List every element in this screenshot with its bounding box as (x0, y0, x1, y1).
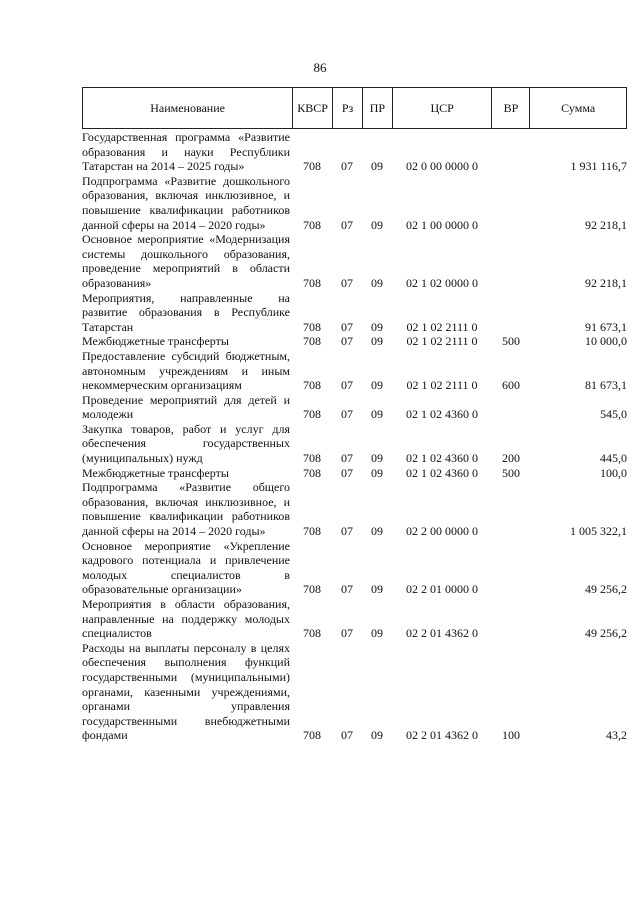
table-body (82, 130, 627, 743)
cell-sum: 545,0 (600, 407, 627, 422)
cell-name: Межбюджетные трансферты (82, 334, 229, 349)
cell-kvsr: 708 (303, 626, 321, 641)
cell-name: Подпрограмма «Развитие дошкольного образования, включая инклюзивное, и повышение квалификации работников данной сферы на 2014 – 2020 годы» (82, 173, 290, 232)
cell-name: Государственная программа «Развитие образования и науки Республики Татарстан на 2014 – 2025 годы» (82, 130, 290, 174)
cell-kvsr: 708 (303, 275, 321, 290)
cell-csr: 02 1 02 2111 0 (406, 334, 478, 349)
table-row (82, 349, 627, 393)
cell-csr: 02 1 02 0000 0 (406, 275, 478, 290)
cell-csr: 02 1 02 2111 0 (406, 319, 478, 334)
cell-kvsr: 708 (303, 728, 321, 743)
cell-csr: 02 0 00 0000 0 (406, 159, 478, 174)
cell-pr: 09 (371, 319, 383, 334)
cell-kvsr: 708 (303, 582, 321, 597)
table-row (82, 334, 627, 349)
cell-sum: 92 218,1 (585, 217, 627, 232)
cell-sum: 49 256,2 (585, 626, 627, 641)
cell-sum: 1 005 322,1 (570, 524, 627, 539)
cell-csr: 02 1 02 4360 0 (406, 451, 478, 466)
cell-pr: 09 (371, 159, 383, 174)
cell-csr: 02 2 01 0000 0 (406, 582, 478, 597)
table-row (82, 174, 627, 232)
cell-csr: 02 2 00 0000 0 (406, 524, 478, 539)
cell-pr: 09 (371, 465, 383, 480)
cell-csr: 02 1 00 0000 0 (406, 217, 478, 232)
cell-rz: 07 (341, 275, 353, 290)
table-row (82, 466, 627, 481)
cell-vr: 100 (502, 728, 520, 743)
cell-name: Подпрограмма «Развитие общего образования, включая инклюзивное, и повышение квалификации работников данной сферы на 2014 – 2020 годы» (82, 480, 290, 539)
cell-rz: 07 (341, 334, 353, 349)
cell-rz: 07 (341, 465, 353, 480)
cell-rz: 07 (341, 626, 353, 641)
cell-vr: 500 (502, 465, 520, 480)
cell-rz: 07 (341, 319, 353, 334)
cell-csr: 02 2 01 4362 0 (406, 728, 478, 743)
cell-csr: 02 1 02 2111 0 (406, 378, 478, 393)
cell-name: Межбюджетные трансферты (82, 465, 229, 480)
cell-name: Мероприятия в области образования, направленные на поддержку молодых специалистов (82, 597, 290, 641)
column-header-sum: Сумма (529, 88, 626, 128)
cell-pr: 09 (371, 334, 383, 349)
cell-kvsr: 708 (303, 465, 321, 480)
column-header-kvsr: КВСР (292, 88, 332, 128)
cell-csr: 02 1 02 4360 0 (406, 407, 478, 422)
table-row (82, 291, 627, 335)
cell-pr: 09 (371, 728, 383, 743)
cell-kvsr: 708 (303, 334, 321, 349)
table-row (82, 597, 627, 641)
cell-pr: 09 (371, 582, 383, 597)
cell-csr: 02 1 02 4360 0 (406, 465, 478, 480)
cell-rz: 07 (341, 524, 353, 539)
cell-sum: 91 673,1 (585, 319, 627, 334)
column-header-rz: Рз (332, 88, 362, 128)
table-header (82, 87, 627, 129)
cell-sum: 81 673,1 (585, 378, 627, 393)
cell-sum: 100,0 (600, 465, 627, 480)
cell-pr: 09 (371, 217, 383, 232)
column-header-name: Наименование (150, 100, 225, 115)
cell-name: Основное мероприятие «Укрепление кадрового потенциала и привлечение молодых специалистов в образовательные организации» (82, 538, 290, 597)
table-row (82, 422, 627, 466)
cell-vr: 600 (502, 378, 520, 393)
cell-kvsr: 708 (303, 407, 321, 422)
cell-name: Мероприятия, направленные на развитие образования в Республике Татарстан (82, 290, 290, 334)
cell-rz: 07 (341, 217, 353, 232)
cell-sum: 92 218,1 (585, 275, 627, 290)
cell-rz: 07 (341, 378, 353, 393)
cell-rz: 07 (341, 582, 353, 597)
cell-kvsr: 708 (303, 319, 321, 334)
table-row (82, 232, 627, 290)
cell-sum: 49 256,2 (585, 582, 627, 597)
table-row (82, 539, 627, 597)
table-row (82, 130, 627, 174)
cell-rz: 07 (341, 159, 353, 174)
cell-name: Проведение мероприятий для детей и молодежи (82, 392, 290, 422)
cell-kvsr: 708 (303, 378, 321, 393)
cell-vr: 500 (502, 334, 520, 349)
cell-rz: 07 (341, 407, 353, 422)
cell-pr: 09 (371, 378, 383, 393)
page-number: 86 (313, 60, 327, 75)
cell-kvsr: 708 (303, 524, 321, 539)
cell-name: Расходы на выплаты персоналу в целях обеспечения выполнения функций государственными (муниципальными) органами, казенными учреждениями, органами управления государственными внебюджетными фондами (82, 640, 290, 743)
table-row (82, 393, 627, 422)
column-header-vr: ВР (491, 88, 529, 128)
cell-vr: 200 (502, 451, 520, 466)
cell-rz: 07 (341, 451, 353, 466)
cell-pr: 09 (371, 451, 383, 466)
cell-pr: 09 (371, 275, 383, 290)
cell-kvsr: 708 (303, 451, 321, 466)
column-header-csr: ЦСР (392, 88, 492, 128)
cell-kvsr: 708 (303, 217, 321, 232)
cell-sum: 43,2 (606, 728, 627, 743)
cell-name: Основное мероприятие «Модернизация системы дошкольного образования, проведение мероприятий в области образования» (82, 232, 290, 290)
cell-sum: 10 000,0 (585, 334, 627, 349)
table-row (82, 480, 627, 538)
cell-sum: 1 931 116,7 (570, 159, 627, 174)
cell-pr: 09 (371, 626, 383, 641)
cell-rz: 07 (341, 728, 353, 743)
cell-name: Закупка товаров, работ и услуг для обеспечения государственных (муниципальных) нужд (82, 421, 290, 466)
table-row (82, 641, 627, 743)
cell-pr: 09 (371, 524, 383, 539)
cell-sum: 445,0 (600, 451, 627, 466)
cell-pr: 09 (371, 407, 383, 422)
column-header-pr: ПР (362, 88, 392, 128)
cell-name: Предоставление субсидий бюджетным, автономным учреждениям и иным некоммерческим организациям (82, 348, 290, 393)
cell-csr: 02 2 01 4362 0 (406, 626, 478, 641)
cell-kvsr: 708 (303, 159, 321, 174)
